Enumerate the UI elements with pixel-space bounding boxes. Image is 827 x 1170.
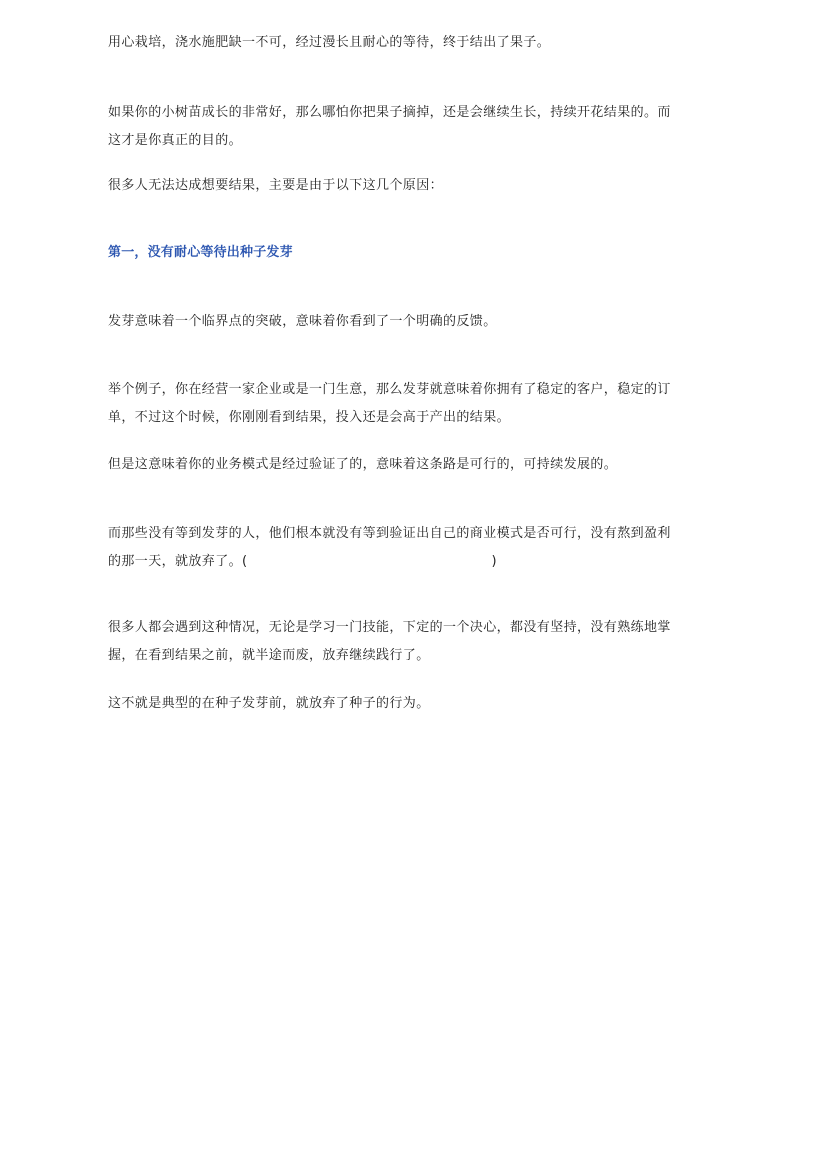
- paragraph-2-line-2: 这才是你真正的目的。: [108, 133, 243, 148]
- paragraph-8-line-1: 很多人都会遇到这种情况，无论是学习一门技能，下定的一个决心，都没有坚持，没有熟练地掌: [108, 620, 671, 635]
- paragraph-1: 用心栽培，浇水施肥缺一不可，经过漫长且耐心的等待，终于结出了果子。: [108, 35, 551, 50]
- paragraph-9: 这不就是典型的在种子发芽前，就放弃了种子的行为。: [108, 696, 430, 711]
- paragraph-6: 但是这意味着你的业务模式是经过验证了的，意味着这条路是可行的，可持续发展的。: [108, 457, 618, 472]
- paragraph-5-line-1: 举个例子，你在经营一家企业或是一门生意，那么发芽就意味着你拥有了稳定的客户，稳定的订: [108, 382, 671, 397]
- paragraph-7-line-2: [108, 548, 497, 576]
- paragraph-3: 很多人无法达成想要结果，主要是由于以下这几个原因：: [108, 178, 444, 193]
- paragraph-5-line-2: 单，不过这个时候，你刚刚看到结果，投入还是会高于产出的结果。: [108, 410, 511, 425]
- paragraph-8-line-2: 握，在看到结果之前，就半途而废，放弃继续践行了。: [108, 648, 430, 663]
- paragraph-2-line-1: 如果你的小树苗成长的非常好，那么哪怕你把果子摘掉，还是会继续生长，持续开花结果的。而: [108, 105, 671, 120]
- paragraph-7-line-1: 而那些没有等到发芽的人，他们根本就没有等到验证出自己的商业模式是否可行，没有熬到盈利: [108, 526, 671, 541]
- closing-paren: ): [491, 554, 497, 569]
- paragraph-7-text: 的那一天，就放弃了。(: [108, 554, 248, 569]
- section-heading: 第一，没有耐心等待出种子发芽: [108, 245, 293, 260]
- paragraph-4: 发芽意味着一个临界点的突破，意味着你看到了一个明确的反馈。: [108, 314, 497, 329]
